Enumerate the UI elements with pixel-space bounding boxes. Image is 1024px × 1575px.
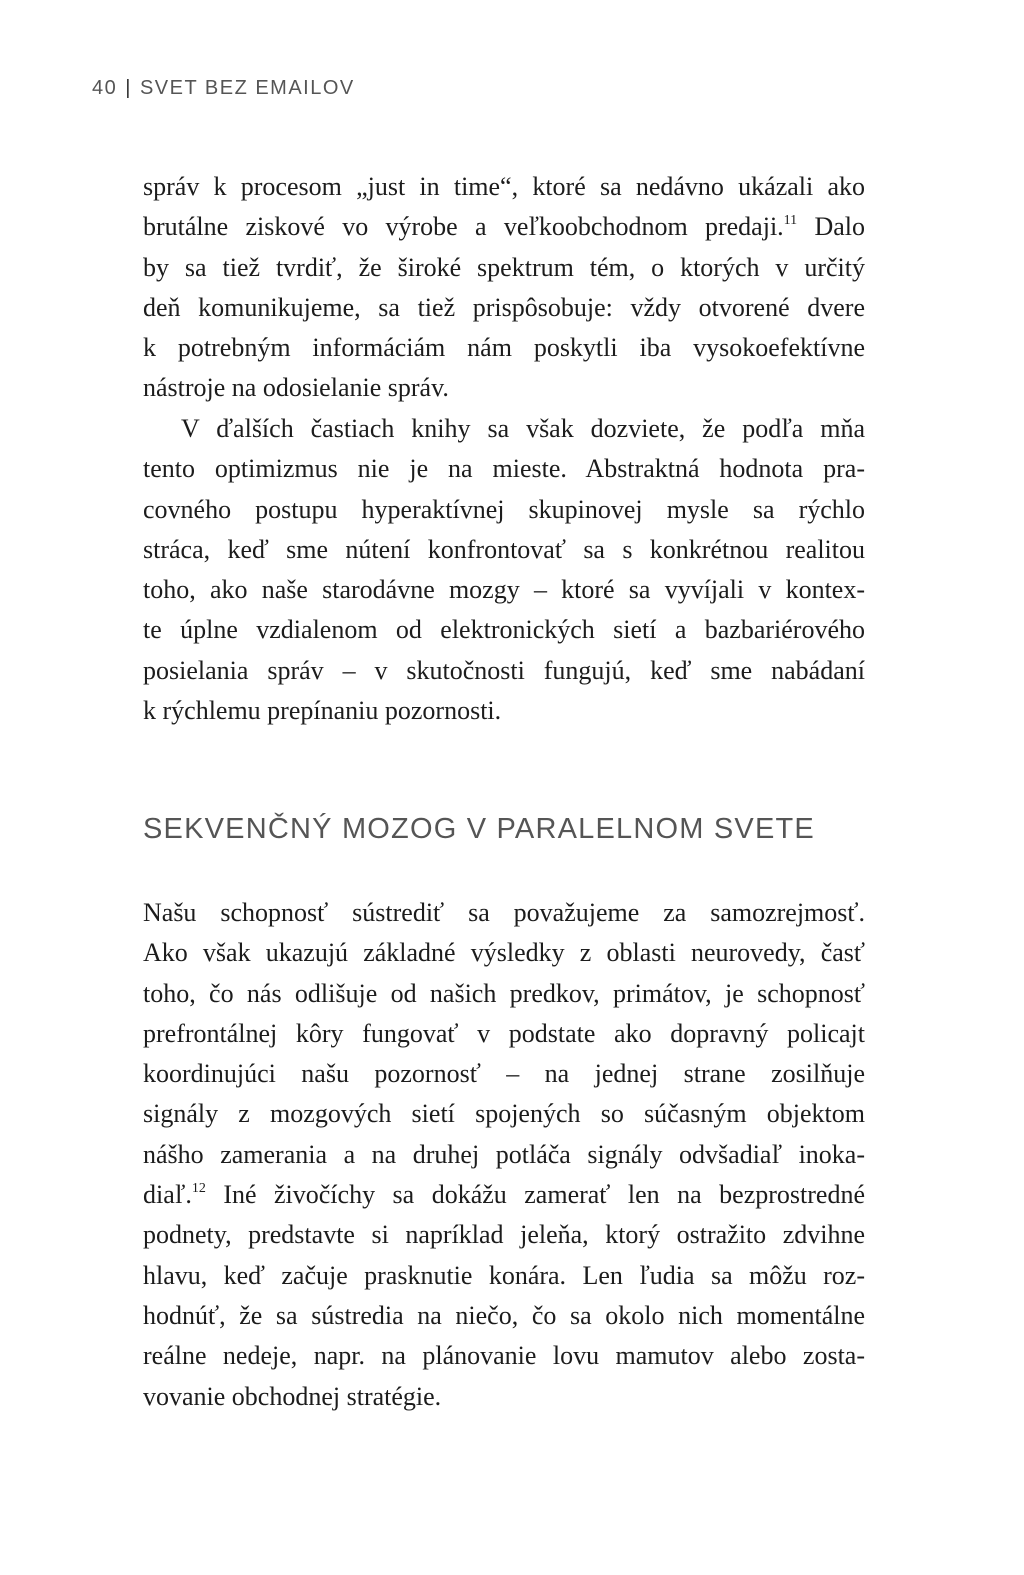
paragraph-sequential-brain	[143, 893, 865, 1417]
text-line: k potrebným informáciám nám poskytli iba vysokoefektívne	[143, 333, 865, 363]
footnote-ref-12: 12	[191, 1181, 206, 1197]
text-line: vovanie obchodnej stratégie.	[143, 1381, 442, 1411]
text-line: brutálne ziskové vo výrobe a veľkoobchodnom predaji.$^{11}$ Dalo	[143, 212, 865, 242]
text-line: signály z mozgových sietí spojených so súčasným objektom	[143, 1099, 865, 1129]
text-line: covného postupu hyperaktívnej skupinovej mysle sa rýchlo	[143, 494, 865, 524]
section-heading: SEKVENČNÝ MOZOG V PARALELNOM SVETE	[143, 813, 815, 845]
text-line: Našu schopnosť sústrediť sa považujeme za samozrejmosť.	[143, 898, 865, 927]
text-line: Ako však ukazujú základné výsledky z oblasti neurovedy, časť	[143, 938, 865, 968]
text-line: prefrontálnej kôry fungovať v podstate ako dopravný policajt	[143, 1018, 865, 1048]
paragraph-optimism	[143, 409, 865, 731]
running-header	[92, 77, 355, 100]
text-line: V ďalších častiach knihy sa však dozviete, že podľa mňa	[181, 414, 865, 443]
text-line: k rýchlemu prepínaniu pozornosti.	[143, 696, 502, 726]
text-line: te úplne vzdialenom od elektronických sietí a bazbariérového	[143, 615, 865, 645]
text-line: tento optimizmus nie je na mieste. Abstraktná hodnota pra-	[143, 454, 865, 484]
text-line: toho, ako naše starodávne mozgy – ktoré sa vyvíjali v kontex-	[143, 575, 865, 605]
text-line: stráca, keď sme nútení konfrontovať sa s konkrétnou realitou	[143, 534, 865, 564]
text-line: hlavu, keď začuje prasknutie konára. Len ľudia sa môžu roz-	[143, 1260, 865, 1290]
text-line: koordinujúci našu pozornosť – na jednej strane zosilňuje	[143, 1059, 865, 1089]
paragraph-continued	[143, 167, 865, 409]
text-line: posielania správ – v skutočnosti fungujú, keď sme nabádaní	[143, 655, 865, 685]
book-title: SVET BEZ EMAILOV	[139, 77, 355, 99]
text-line: deň komunikujeme, sa tiež prispôsobuje: vždy otvorené dvere	[143, 292, 865, 322]
text-line: nášho zamerania a na druhej potláča signály odvšadiaľ inoka-	[143, 1139, 865, 1169]
page-number: 40	[92, 77, 118, 99]
text-line: správ k procesom „just in time“, ktoré sa nedávno ukázali ako	[143, 172, 865, 201]
text-line: toho, čo nás odlišuje od našich predkov, primátov, je schopnosť	[143, 978, 865, 1008]
text-line: diaľ.$^{12}$ Iné živočíchy sa dokážu zamerať len na bezprostredné	[143, 1180, 865, 1210]
text-line: nástroje na odosielanie správ.	[143, 373, 449, 403]
header-separator: |	[125, 77, 132, 99]
text-line: by sa tiež tvrdiť, že široké spektrum tém, o ktorých v určitý	[143, 252, 865, 282]
text-line: podnety, predstavte si napríklad jeleňa, ktorý ostražito zdvihne	[143, 1220, 865, 1250]
footnote-ref-11: 11	[783, 213, 798, 229]
text-line: reálne nedeje, napr. na plánovanie lovu mamutov alebo zosta-	[143, 1341, 865, 1371]
text-line: hodnúť, že sa sústredia na niečo, čo sa okolo nich momentálne	[143, 1300, 865, 1330]
